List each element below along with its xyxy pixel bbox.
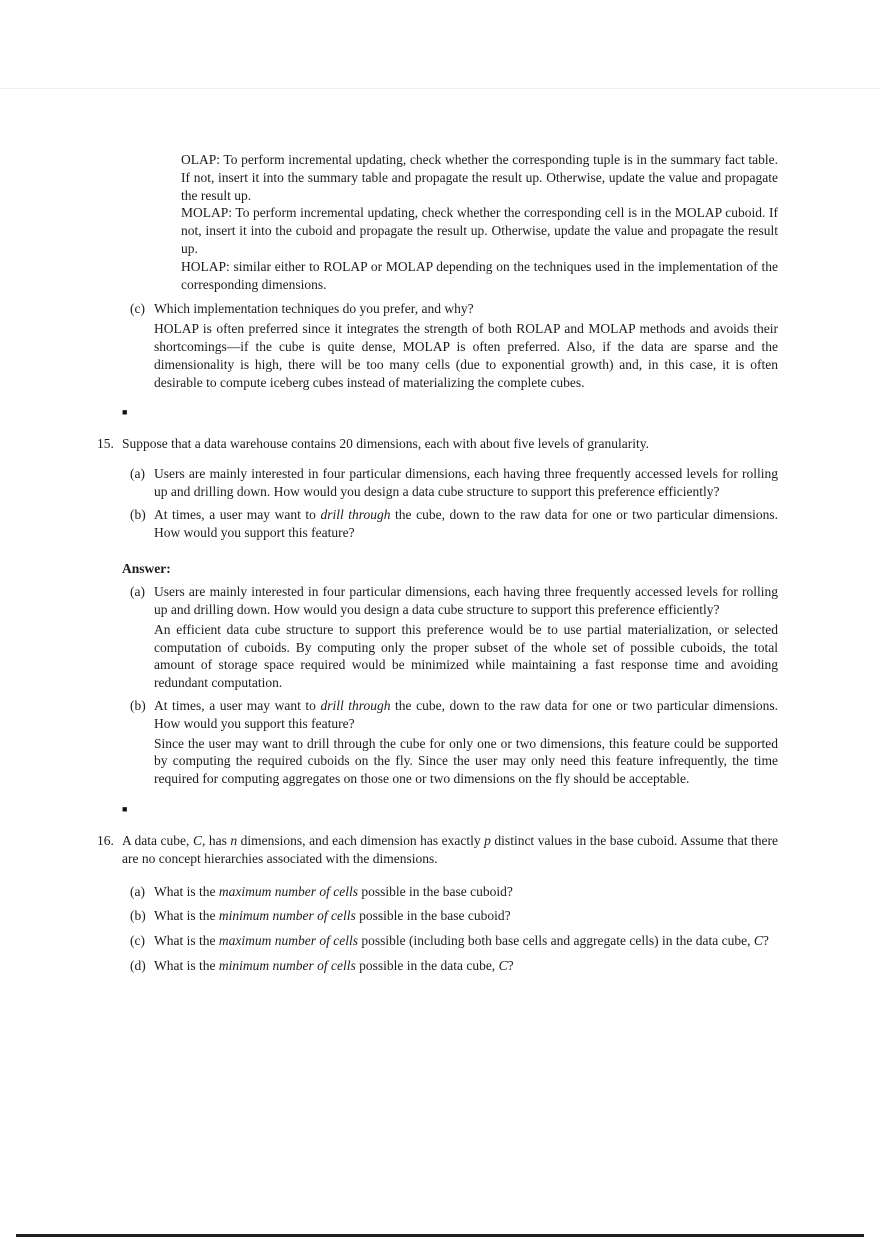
qed-marker: ■	[122, 407, 128, 418]
q15-part-a	[130, 465, 778, 501]
part-c-label: (c)	[130, 301, 145, 317]
olap-paragraph: OLAP: To perform incremental updating, check whether the corresponding tuple is in the summary fact table. If not, insert it into the summary table and propagate the result up. Otherwise, update the value and propagate the result up.	[181, 152, 778, 203]
q15-part-b-label: (b)	[130, 506, 146, 522]
q15-answer-b-text: Since the user may want to drill through the cube for only one or two dimensions, this feature could be supported by computing the required cuboids on the fly. Since the user may only need this feature infrequently, the time required for computing aggregates on those one or two dimensions on the fly should be acceptable.	[154, 735, 778, 787]
page-bottom-rule	[16, 1234, 864, 1237]
q16-part-a-text: What is the maximum number of cells possible in the base cuboid?	[154, 883, 513, 899]
q16-part-b-label: (b)	[130, 908, 146, 924]
q15-answer-a	[130, 583, 778, 692]
q16-part-a-label: (a)	[130, 883, 145, 899]
part-c	[130, 300, 778, 391]
question-16	[97, 832, 778, 868]
q15-answer-a-text: An efficient data cube structure to support this preference would be to use partial materialization, or selected computation of cuboids. By computing only the proper subset of the whole set of possible cuboids, the total amount of storage space required would be minimized while maintaining a fast response time and avoiding redundant computation.	[154, 621, 778, 691]
q15-answer-a-label: (a)	[130, 584, 145, 600]
q16-part-b	[130, 907, 778, 925]
qed-marker: ■	[122, 803, 128, 814]
molap-paragraph: MOLAP: To perform incremental updating, check whether the corresponding cell is in the MOLAP cuboid. If not, insert it into the cuboid and propagate the result up. Otherwise, update the value and propagate the result up.	[181, 205, 778, 256]
q16-part-c-label: (c)	[130, 933, 145, 949]
scan-artifact-line	[0, 88, 880, 89]
q15-answer-a-question: Users are mainly interested in four particular dimensions, each having three frequently accessed levels for rolling up and drilling down. How would you design a data cube structure to support this preference efficiently?	[154, 584, 778, 617]
q16-part-d	[130, 957, 778, 975]
q16-part-a	[130, 883, 778, 901]
question-15-text: Suppose that a data warehouse contains 20 dimensions, each with about five levels of granularity.	[122, 436, 649, 452]
q15-answer-b-question: At times, a user may want to drill through the cube, down to the raw data for one or two particular dimensions. How would you support this feature?	[154, 697, 779, 731]
question-16-number: 16.	[97, 832, 114, 848]
q16-part-b-text: What is the minimum number of cells possible in the base cuboid?	[154, 908, 511, 924]
question-15	[97, 435, 778, 453]
part-c-question: Which implementation techniques do you prefer, and why?	[154, 301, 474, 317]
question-16-text: A data cube, C, has n dimensions, and each dimension has exactly p distinct values in the base cuboid. Assume that there are no concept hierarchies associated with the dimensions.	[122, 832, 778, 866]
q16-part-d-text: What is the minimum number of cells possible in the data cube, C?	[154, 957, 514, 973]
part-c-answer: HOLAP is often preferred since it integrates the strength of both ROLAP and MOLAP methods and avoids their shortcomings—if the cube is quite dense, MOLAP is often preferred. Also, if the data are sparse and the dimensionality is high, there will be too many cells (due to exponential growth) and, in this case, it is often desirable to compute iceberg cubes instead of materializing the complete cubes.	[154, 321, 778, 390]
holap-paragraph: HOLAP: similar either to ROLAP or MOLAP depending on the techniques used in the implementation of the corresponding dimensions.	[181, 258, 778, 292]
continued-answer-block	[181, 151, 778, 293]
q16-part-c-text: What is the maximum number of cells possible (including both base cells and aggregate cells) in the data cube, C?	[154, 933, 769, 949]
q15-part-b-text: At times, a user may want to drill through the cube, down to the raw data for one or two particular dimensions. How would you support this feature?	[154, 506, 779, 540]
q16-part-c	[130, 932, 778, 950]
q15-part-b	[130, 506, 778, 542]
q15-answer-b-label: (b)	[130, 697, 146, 713]
q15-answer-b	[130, 697, 778, 788]
answer-heading: Answer:	[122, 561, 171, 577]
q16-part-d-label: (d)	[130, 957, 146, 973]
q15-part-a-label: (a)	[130, 466, 145, 482]
q15-part-a-text: Users are mainly interested in four particular dimensions, each having three frequently accessed levels for rolling up and drilling down. How would you design a data cube structure to support this preference efficiently?	[154, 466, 778, 499]
question-15-number: 15.	[97, 436, 114, 452]
